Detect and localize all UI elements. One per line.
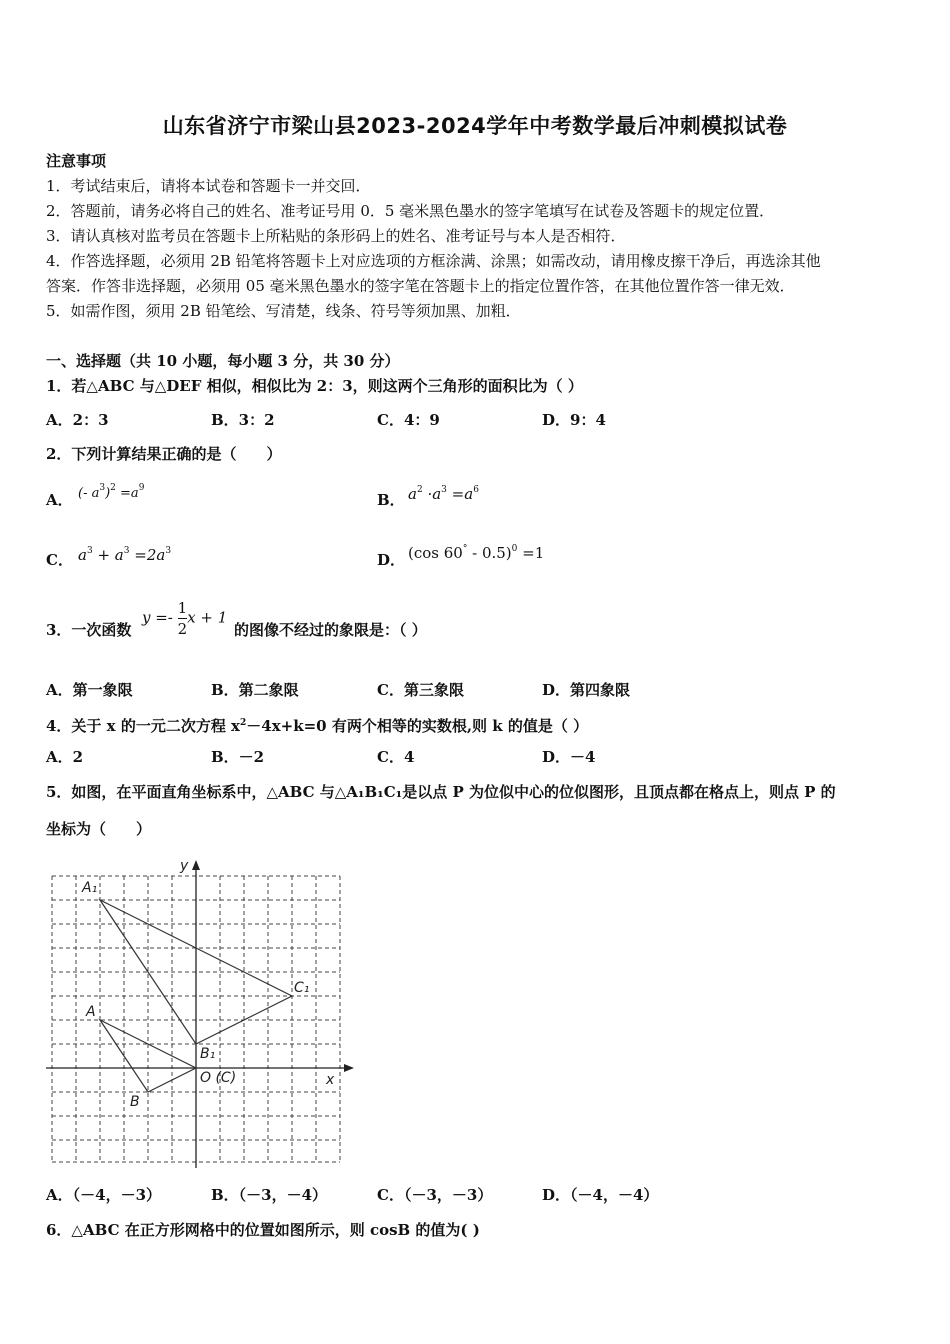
expr-part: =a bbox=[446, 485, 474, 503]
expr-part: ·a bbox=[422, 485, 442, 503]
question-1-stem: 1．若△ABC 与△DEF 相似，相似比为 2：3，则这两个三角形的面积比为（ ） bbox=[46, 377, 583, 395]
q3-option-d[interactable]: D．第四象限 bbox=[542, 681, 631, 699]
notice-item: 1．考试结束后，请将本试卷和答题卡一并交回． bbox=[46, 177, 371, 195]
expr-exp: ° bbox=[462, 544, 468, 554]
q5-option-c[interactable]: C．（－3，－3） bbox=[377, 1186, 493, 1204]
notice-item: 4．作答选择题，必须用 2B 铅笔将答题卡上对应选项的方框涂满、涂黑；如需改动，请用橡皮擦干净后，再选涂其他 bbox=[46, 252, 821, 270]
expr-exp: 2 bbox=[110, 483, 116, 493]
expr-exp: 0 bbox=[511, 544, 518, 554]
expr-part: =2a bbox=[129, 546, 166, 564]
expr-exp: 3 bbox=[99, 483, 106, 493]
expr-exp: 3 bbox=[86, 546, 93, 556]
expr-part: a bbox=[408, 485, 417, 503]
label-o: O (C) bbox=[200, 1070, 237, 1086]
func-rhs: x + 1 bbox=[187, 608, 228, 627]
expr-part: - 0.5) bbox=[467, 544, 512, 562]
q5-option-b[interactable]: B．（－3，－4） bbox=[211, 1186, 328, 1204]
expr-part: ) bbox=[105, 486, 111, 501]
expr-part: =a bbox=[115, 486, 139, 501]
expr-exp: 3 bbox=[123, 546, 130, 556]
section-heading: 一、选择题（共 10 小题，每小题 3 分，共 30 分） bbox=[46, 352, 400, 370]
q3-option-a[interactable]: A．第一象限 bbox=[46, 681, 133, 699]
q2-option-c[interactable] bbox=[46, 550, 73, 570]
q2-option-b-label: B． bbox=[377, 491, 405, 509]
q4-option-c[interactable]: C．4 bbox=[377, 748, 415, 766]
expr-exp: 3 bbox=[441, 485, 447, 495]
fraction bbox=[178, 598, 188, 639]
q2-expr-c bbox=[78, 541, 171, 565]
q2-option-b[interactable] bbox=[377, 490, 405, 510]
label-y: y bbox=[180, 858, 189, 874]
question-5-stem-line2: 坐标为（ ） bbox=[46, 820, 152, 838]
q5-option-a[interactable]: A．（－4，－3） bbox=[46, 1186, 162, 1204]
page-title: 山东省济宁市梁山县2023-2024学年中考数学最后冲刺模拟试卷 bbox=[162, 114, 788, 138]
expr-exp: 9 bbox=[138, 483, 145, 493]
q1-option-c[interactable]: C．4：9 bbox=[377, 411, 440, 429]
q1-option-d[interactable]: D．9：4 bbox=[542, 411, 606, 429]
question-5-stem-line1: 5．如图，在平面直角坐标系中，△ABC 与△A₁B₁C₁是以点 P 为位似中心的位似图形，且顶点都在格点上，则点 P 的 bbox=[46, 783, 836, 801]
notice-item: 答案．作答非选择题，必须用 05 毫米黑色墨水的签字笔在答题卡上的指定位置作答，在其他位置作答一律无效． bbox=[46, 277, 795, 295]
label-b1: B₁ bbox=[200, 1046, 216, 1062]
expr-part: (- a bbox=[78, 486, 100, 501]
label-a1: A₁ bbox=[82, 880, 98, 896]
q2-expr-b bbox=[408, 480, 479, 504]
expr-exp: 6 bbox=[473, 485, 479, 495]
label-x: x bbox=[326, 1072, 335, 1088]
notice-heading: 注意事项 bbox=[46, 152, 107, 170]
func-lhs: y =- bbox=[142, 608, 178, 627]
q2-option-d[interactable] bbox=[377, 550, 405, 570]
q5-coordinate-figure bbox=[44, 852, 356, 1168]
question-2-stem: 2．下列计算结果正确的是（ ） bbox=[46, 445, 282, 463]
q2-option-c-label: C． bbox=[46, 551, 73, 569]
expr-part: =1 bbox=[517, 544, 545, 562]
notice-item: 2．答题前，请务必将自己的姓名、准考证号用 0．5 毫米黑色墨水的签字笔填写在试卷及答题卡的规定位置． bbox=[46, 202, 775, 220]
question-3-suffix: 的图像不经过的象限是：（ ） bbox=[234, 621, 427, 639]
q4-stem-sup: 2 bbox=[240, 718, 247, 728]
q5-option-d[interactable]: D．（－4，－4） bbox=[542, 1186, 659, 1204]
q2-expr-d bbox=[408, 539, 544, 563]
expr-part: a bbox=[78, 546, 87, 564]
notice-item: 3．请认真核对监考员在答题卡上所粘贴的条形码上的姓名、准考证号与本人是否相符． bbox=[46, 227, 626, 245]
q4-option-d[interactable]: D．－4 bbox=[542, 748, 596, 766]
q2-option-d-label: D． bbox=[377, 551, 406, 569]
expr-part: (cos 60 bbox=[408, 544, 463, 562]
question-6-stem: 6．△ABC 在正方形网格中的位置如图所示，则 cosB 的值为( ) bbox=[46, 1221, 480, 1239]
expr-part: + a bbox=[92, 546, 124, 564]
fraction-denominator: 2 bbox=[177, 620, 188, 638]
question-3-prefix: 3．一次函数 bbox=[46, 621, 132, 639]
label-a: A bbox=[86, 1004, 96, 1020]
q3-option-c[interactable]: C．第三象限 bbox=[377, 681, 464, 699]
expr-exp: 3 bbox=[165, 546, 172, 556]
q1-option-b[interactable]: B．3：2 bbox=[211, 411, 275, 429]
notice-item: 5．如需作图，须用 2B 铅笔绘、写清楚，线条、符号等须加黑、加粗． bbox=[46, 302, 521, 320]
fraction-numerator: 1 bbox=[177, 599, 188, 617]
label-c1: C₁ bbox=[294, 980, 310, 996]
label-b: B bbox=[130, 1094, 140, 1110]
q2-option-a[interactable] bbox=[46, 490, 73, 510]
expr-exp: 2 bbox=[416, 485, 423, 495]
q4-option-b[interactable]: B．－2 bbox=[211, 748, 265, 766]
q4-stem-post: －4x+k=0 有两个相等的实数根,则 k 的值是（ ） bbox=[246, 717, 589, 735]
q4-option-a[interactable]: A．2 bbox=[46, 748, 84, 766]
q4-stem-pre: 4．关于 x 的一元二次方程 x bbox=[46, 717, 240, 735]
q2-expr-a bbox=[78, 478, 144, 504]
question-4-stem bbox=[46, 713, 588, 736]
q1-option-a[interactable]: A．2：3 bbox=[46, 411, 109, 429]
q3-option-b[interactable]: B．第二象限 bbox=[211, 681, 299, 699]
q2-option-a-label: A． bbox=[46, 491, 73, 509]
q3-function bbox=[142, 598, 227, 639]
